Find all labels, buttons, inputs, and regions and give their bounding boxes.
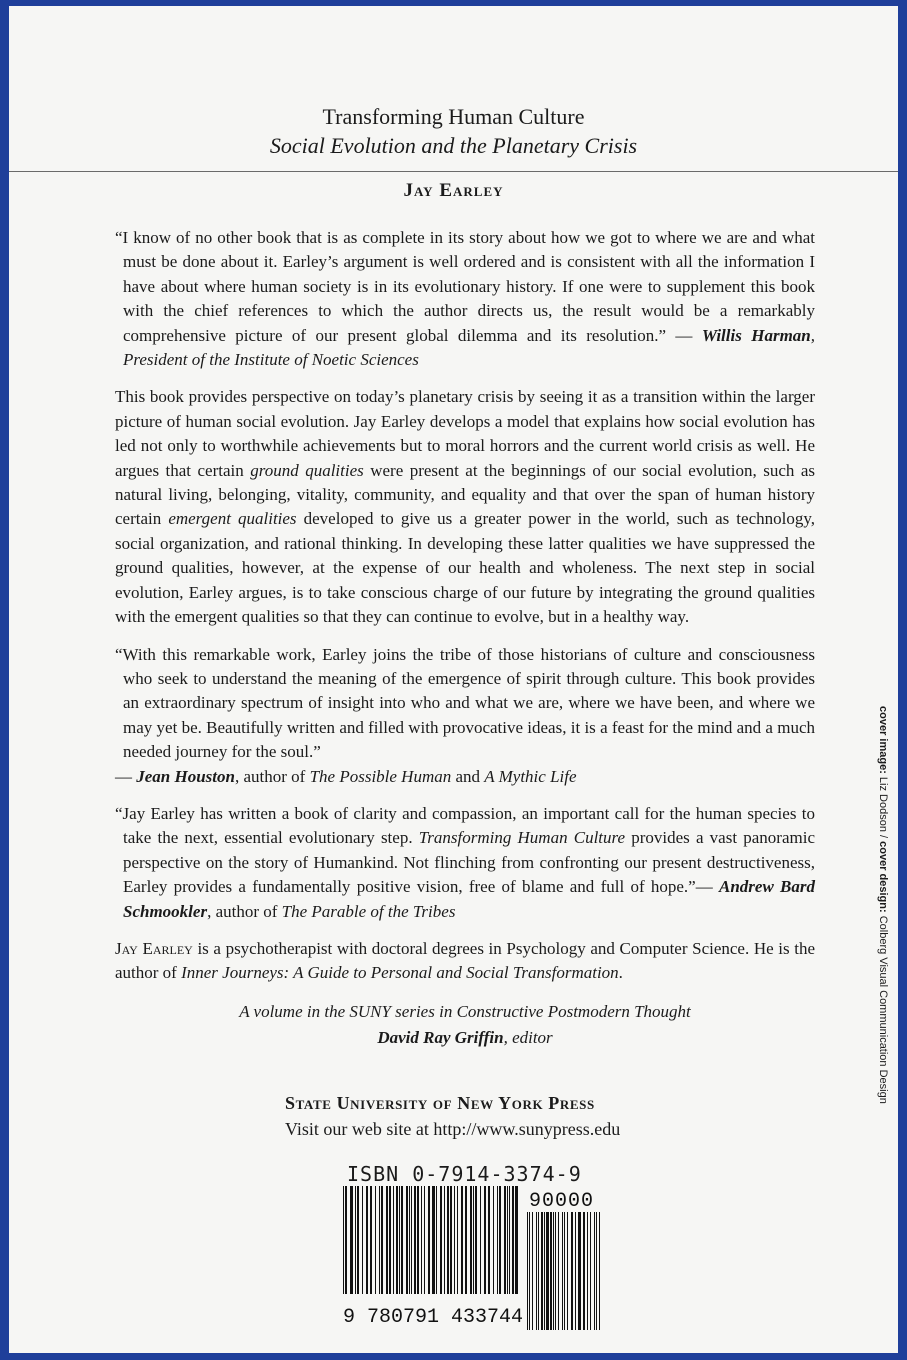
isbn-text: ISBN 0-7914-3374-9 <box>347 1162 582 1186</box>
publisher-block <box>285 1090 785 1142</box>
series-editor <box>115 1025 815 1051</box>
quote-text-b: provides a vast panoramic perspective on the story of Humankind. Not flinching from confronting our present destructiveness, Earley provides a fundamentally positive vision, free of blame and full of hope.” <box>123 828 815 897</box>
addon-barcode <box>527 1212 600 1330</box>
quote-author-name: Willis Harman <box>701 325 811 345</box>
editor-name: David Ray Griffin <box>377 1027 504 1047</box>
description-text-2: were present at the beginnings of our social evolution, such as natural living, belonging, vitality, community, and equality and that over the span of human history certain <box>115 460 816 529</box>
quote-text: “With this remarkable work, Earley joins the tribe of those historians of culture and consciousness who seek to understand the meaning of the emergence of spirit through culture. This book provides an extraordinary spectrum of insight into who and what we are, where we have been, and where we may yet be. Beautifully written and filled with provocative ideas, it is a feast for the mind and a much needed journey for the soul.” <box>115 644 815 762</box>
book-subtitle: Social Evolution and the Planetary Crisis <box>269 133 638 158</box>
quote-houston <box>115 643 815 789</box>
author-bio <box>115 937 815 986</box>
quote-text-a: “Jay Earley has written a book of clarity and compassion, an important call for the human species to take the next, essential evolutionary step. <box>115 803 815 848</box>
credit-design-label: cover design: <box>877 841 889 913</box>
description-text-3: developed to give us a greater power in the world, such as technology, social organization, and rational thinking. In developing these latter qualities we have suppressed the ground qualities, however, at the expense of our health and wholeness. The next step in social evolution, Earley argues, is to take conscious charge of our future by integrating the ground qualities with the emergent qualities so that they can continue to evolve, but in a healthy way. <box>115 509 815 627</box>
quote-attribution <box>115 765 815 789</box>
bio-end: . <box>618 963 623 983</box>
book-title: Transforming Human Culture <box>322 104 585 129</box>
author-name: Jay Earley <box>403 180 504 201</box>
book-title-1: The Possible Human <box>309 766 452 786</box>
term-ground-qualities: ground qualities <box>250 460 364 480</box>
bio-book: Inner Journeys: A Guide to Personal and Social Transformation <box>181 963 619 983</box>
quote-schmookler <box>115 802 815 924</box>
quote-harman <box>115 226 815 372</box>
role-prefix: , author of <box>207 901 282 921</box>
title-block <box>9 102 898 160</box>
dash: — <box>115 766 137 786</box>
barcode-icon <box>339 1186 609 1332</box>
bio-text: is a psychotherapist with doctoral degrees in Psychology and Computer Science. He is the author of <box>115 938 815 983</box>
publisher-name: State University of New York Press <box>285 1093 595 1113</box>
quote-author-name: Jean Houston <box>136 766 235 786</box>
quote-author-role: , President of the Institute of Noetic Sciences <box>123 325 816 370</box>
dash: — <box>695 877 719 897</box>
credit-image-name: Liz Dodson / <box>877 773 889 842</box>
book-title: Transforming Human Culture <box>418 828 626 848</box>
book-description <box>115 385 815 629</box>
book-title-2: The Parable of the Tribes <box>281 901 456 921</box>
bio-name: Jay Earley <box>115 938 193 958</box>
content <box>115 226 815 1051</box>
divider-rule <box>9 171 898 172</box>
book-title-2: A Mythic Life <box>484 766 577 786</box>
price-code: 90000 <box>529 1190 595 1213</box>
quote-author-name: Andrew Bard Schmookler <box>123 877 815 921</box>
dash: — <box>666 325 702 345</box>
publisher-website: Visit our web site at http://www.sunypress.edu <box>285 1119 621 1139</box>
credit-design-name: Colberg Visual Communication Design <box>877 912 889 1104</box>
series-line: A volume in the SUNY series in Constructive Postmodern Thought <box>239 1001 691 1021</box>
term-emergent-qualities: emergent qualities <box>168 509 297 529</box>
barcode-area <box>339 1162 609 1332</box>
editor-role: , editor <box>503 1027 553 1047</box>
series-info <box>115 999 815 1051</box>
role-prefix: , author of <box>234 766 310 786</box>
quote-text: “I know of no other book that is as complete in its story about how we got to where we are and what must be done about it. Earley’s argument is well ordered and is consistent with all the information I have about where human society is in its evolutionary history. If one were to supplement this book with the chief references to which the author directs us, the result would be a remarkably comprehensive picture of our present global dilemma and its resolution.” <box>115 228 815 345</box>
cover-credit <box>877 706 889 1104</box>
back-cover <box>9 6 898 1353</box>
description-text-1: This book provides perspective on today’s planetary crisis by seeing it as a transition within the larger picture of human social evolution. Jay Earley develops a model that explains how social evolution has led not only to worthwhile achievements but to moral horrors and the current world crisis as well. He argues that certain <box>115 387 815 480</box>
credit-image-label: cover image: <box>877 706 889 774</box>
ean-digits: 9 780791 433744 <box>343 1306 524 1329</box>
conjunction: and <box>451 766 485 786</box>
